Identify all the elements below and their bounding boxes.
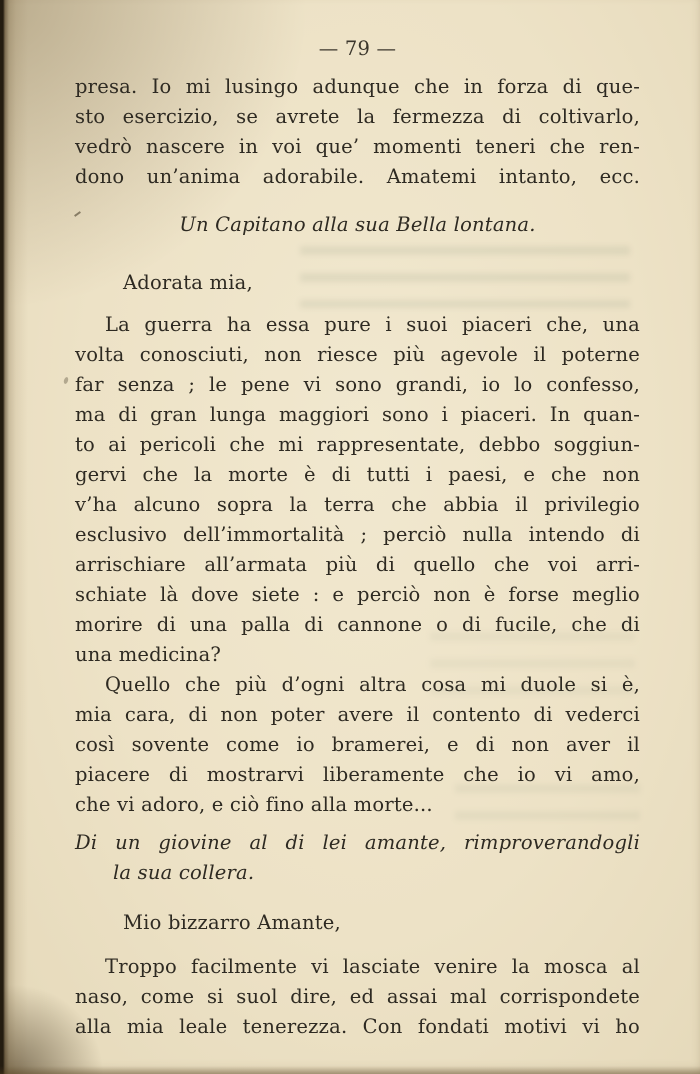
text-line: to ai pericoli che mi rappresentate, debbo soggiun- <box>75 433 640 456</box>
text-line: una medicina? <box>75 643 222 666</box>
text-line: dono un’anima adorabile. Amatemi intanto, ecc. <box>75 165 640 188</box>
letter-1-paragraph-1 <box>75 310 640 670</box>
text-line: arrischiare all’armata più di quello che voi arri- <box>75 553 640 576</box>
text-line: morire di una palla di cannone o di fucile, che di <box>75 613 640 636</box>
letter-1-salutation: Adorata mia, <box>123 271 253 294</box>
text-line: naso, come si suol dire, ed assai mal corrispondete <box>75 985 640 1008</box>
text-line: schiate là dove siete : e perciò non è forse meglio <box>75 583 640 606</box>
text-line: gervi che la morte è di tutti i paesi, e che non <box>75 463 640 486</box>
text-line: far senza ; le pene vi sono grandi, io lo confesso, <box>75 373 640 396</box>
page-bottom-shadow <box>0 1066 700 1074</box>
text-line: volta conosciuti, non riesce più agevole il poterne <box>75 343 640 366</box>
text-line: Un Capitano alla sua Bella lontana. <box>179 213 536 236</box>
text-line: mia cara, di non poter avere il contento di vederci <box>75 703 640 726</box>
text-line: sto esercizio, se avrete la fermezza di coltivarlo, <box>75 105 640 128</box>
letter-1-title <box>75 210 640 240</box>
text-line: Di un giovine al di lei amante, rimproverandogli <box>75 831 640 854</box>
text-line: la sua collera. <box>113 861 255 884</box>
binding-shadow-edge <box>0 0 28 1074</box>
text-line: Troppo facilmente vi lasciate venire la mosca al <box>105 955 640 978</box>
text-line: esclusivo dell’immortalità ; perciò nulla intendo di <box>75 523 640 546</box>
text-line: La guerra ha essa pure i suoi piaceri che, una <box>105 313 640 336</box>
text-line: così sovente come io bramerei, e di non aver il <box>75 733 640 756</box>
text-line: Quello che più d’ogni altra cosa mi duole si è, <box>105 673 640 696</box>
page-number: — 79 — <box>318 37 397 60</box>
letter-2-salutation: Mio bizzarro Amante, <box>123 911 341 934</box>
text-line: ma di gran lunga maggiori sono i piaceri. In quan- <box>75 403 640 426</box>
letter-2-title <box>75 828 640 888</box>
text-line: che vi adoro, e ciò fino alla morte... <box>75 793 433 816</box>
text-line: v’ha alcuno sopra la terra che abbia il privilegio <box>75 493 640 516</box>
paragraph-continuation <box>75 72 640 192</box>
text-line: piacere di mostrarvi liberamente che io vi amo, <box>75 763 640 786</box>
text-line: vedrò nascere in voi que’ momenti teneri che ren- <box>75 135 640 158</box>
letter-1-paragraph-2 <box>75 670 640 820</box>
text-line: presa. Io mi lusingo adunque che in forza di que- <box>75 75 640 98</box>
text-line: alla mia leale tenerezza. Con fondati motivi vi ho <box>75 1015 640 1038</box>
letter-2-paragraph-1 <box>75 952 640 1042</box>
